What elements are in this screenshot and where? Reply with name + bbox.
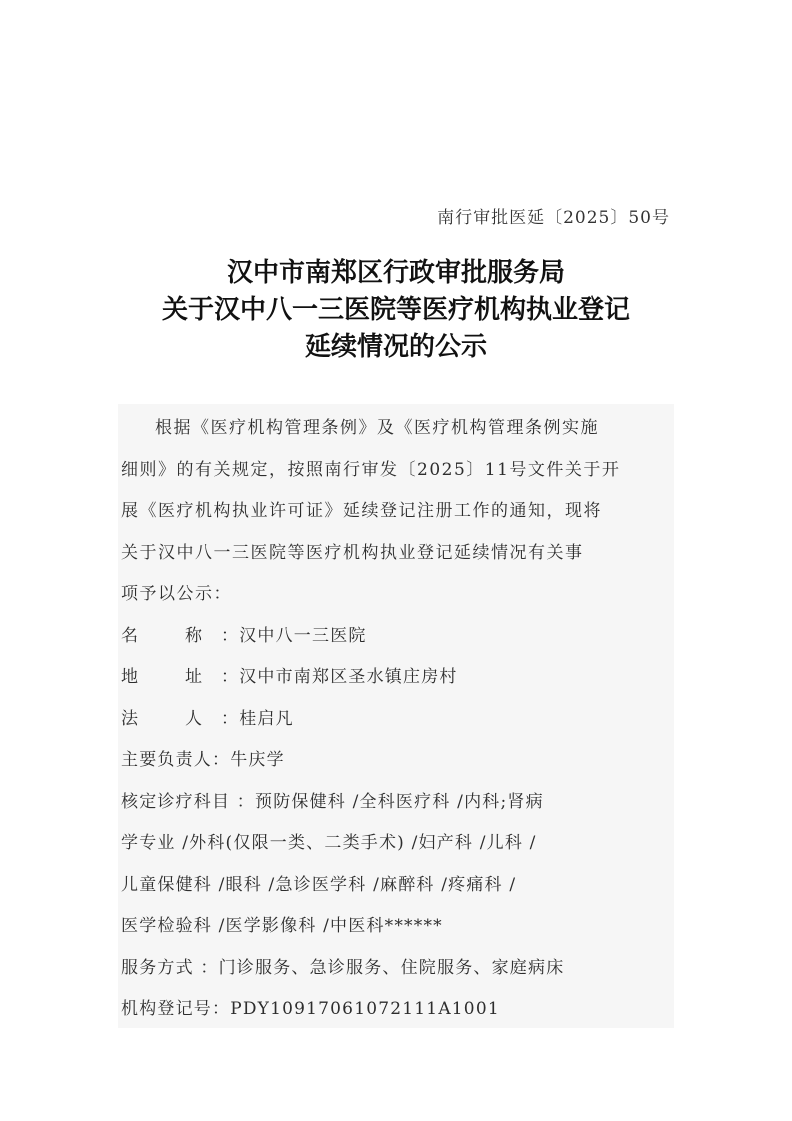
title-line-3: 延续情况的公示 — [304, 332, 487, 362]
scope-line-3: 儿童保健科 /眼科 /急诊医学科 /麻醉科 /疼痛科 / — [121, 874, 517, 895]
title-line-2: 关于汉中八一三医院等医疗机构执业登记 — [161, 295, 630, 325]
name-value: ：汉中八一三医院 — [221, 625, 367, 646]
title-line-1: 汉中市南郑区行政审批服务局 — [226, 258, 565, 288]
intro-line-1 — [121, 408, 681, 450]
document-number: 南行审批医延〔2025〕50号 — [437, 208, 670, 228]
name-label — [121, 616, 221, 658]
scope-line-1: 核定诊疗科目 ：预防保健科 /全科医疗科 /内科;肾病 — [121, 791, 544, 812]
address-label-char-1: 地 — [121, 667, 140, 687]
name-label-char-2: 称 — [185, 625, 204, 646]
registration-field: 机构登记号：PDY10917061072111A1001 — [121, 999, 500, 1019]
name-label-char-1: 名 — [121, 625, 140, 646]
intro-line-5: 项予以公示： — [121, 584, 232, 604]
address-label-char-2: 址 — [185, 667, 204, 687]
head-field: 主要负责人：牛庆学 — [121, 750, 285, 770]
address-field — [121, 657, 681, 699]
legal-person-field — [121, 699, 681, 741]
address-value: ：汉中市南郑区圣水镇庄房村 — [221, 667, 458, 687]
intro-line-2: 细则》的有关规定，按照南行审发〔2025〕11号文件关于开 — [121, 459, 621, 480]
document-body — [121, 408, 681, 1031]
service-field: 服务方式 ：门诊服务、急诊服务、住院服务、家庭病床 — [121, 957, 565, 978]
scope-line-4: 医学检验科 /医学影像科 /中医科****** — [121, 916, 443, 936]
intro-line-3: 展《医疗机构执业许可证》延续登记注册工作的通知，现将 — [121, 501, 602, 521]
legal-label-char-1: 法 — [121, 708, 140, 729]
legal-label-char-2: 人 — [185, 708, 204, 729]
intro-line-4: 关于汉中八一三医院等医疗机构执业登记延续情况有关事 — [121, 542, 584, 563]
address-label — [121, 657, 221, 699]
intro-text-1: 根据《医疗机构管理条例》及《医疗机构管理条例实施 — [155, 418, 599, 438]
document-title — [0, 255, 792, 366]
legal-person-value: ：桂启凡 — [221, 708, 294, 729]
legal-person-label — [121, 699, 221, 741]
name-field — [121, 616, 681, 658]
scope-line-2: 学专业 /外科(仅限一类、二类手术) /妇产科 /儿科 / — [121, 833, 537, 853]
